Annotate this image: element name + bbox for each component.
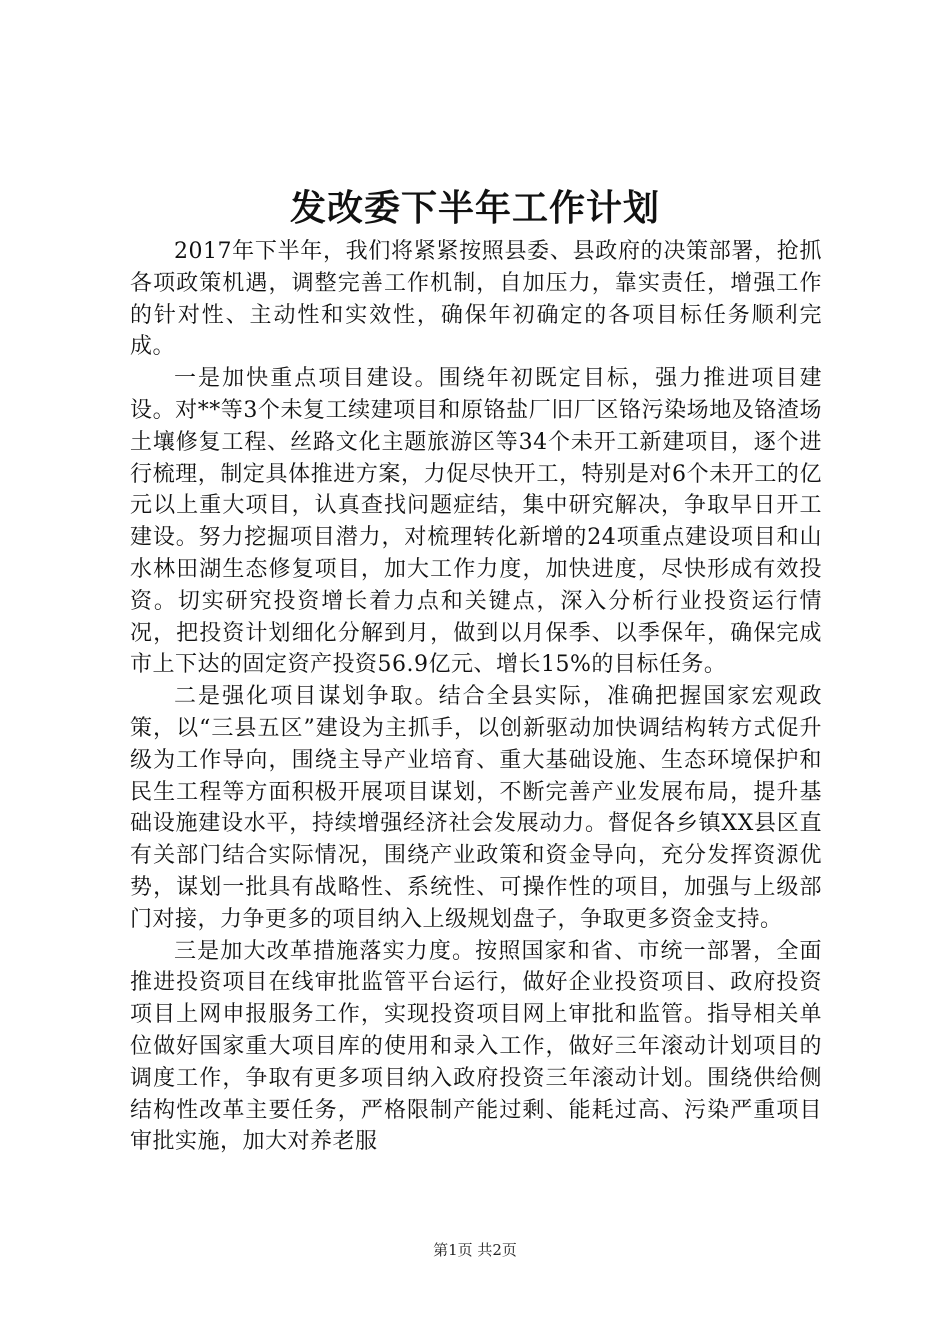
paragraph-key-projects: 一是加快重点项目建设。围绕年初既定目标，强力推进项目建设。对**等3个未复工续建项目和原铬盐厂旧厂区铬污染场地及铬渣场土壤修复工程、丝路文化主题旅游区等34个未开工新建项目，逐个进行梳理，制定具体推进方案，力促尽快开工，特别是对6个未开工的亿元以上重大项目，认真查找问题症结，集中研究解决，争取早日开工建设。努力挖掘项目潜力，对梳理转化新增的24项重点建设项目和山水林田湖生态修复项目，加大工作力度，加快进度，尽快形成有效投资。切实研究投资增长着力点和关键点，深入分析行业投资运行情况，把投资计划细化分解到月，做到以月保季、以季保年，确保完成市上下达的固定资产投资56.9亿元、增长15%的目标任务。	[130, 366, 822, 678]
intro-paragraph: 2017年下半年，我们将紧紧按照县委、县政府的决策部署，抢抓各项政策机遇，调整完善工作机制，自加压力，靠实责任，增强工作的针对性、主动性和实效性，确保年初确定的各项目标任务顺利完成。	[130, 239, 822, 360]
document-body	[130, 236, 822, 1158]
page-number-footer: 第1页 共2页	[433, 1241, 517, 1259]
document-title: 发改委下半年工作计划	[289, 187, 660, 229]
paragraph-reform-measures: 三是加大改革措施落实力度。按照国家和省、市统一部署，全面推进投资项目在线审批监管平台运行，做好企业投资项目、政府投资项目上网申报服务工作，实现投资项目网上审批和监管。指导相关单位做好国家重大项目库的使用和录入工作，做好三年滚动计划项目的调度工作，争取有更多项目纳入政府投资三年滚动计划。围绕供给侧结构性改革主要任务，严格限制产能过剩、能耗过高、污染严重项目审批实施，加大对养老服	[130, 938, 822, 1155]
paragraph-project-planning: 二是强化项目谋划争取。结合全县实际，准确把握国家宏观政策，以“三县五区”建设为主抓手，以创新驱动加快调结构转方式促升级为工作导向，围绕主导产业培育、重大基础设施、生态环境保护和民生工程等方面积极开展项目谋划，不断完善产业发展布局，提升基础设施建设水平，持续增强经济社会发展动力。督促各乡镇XX县区直有关部门结合实际情况，围绕产业政策和资金导向，充分发挥资源优势，谋划一批具有战略性、系统性、可操作性的项目，加强与上级部门对接，力争更多的项目纳入上级规划盘子，争取更多资金支持。	[130, 684, 822, 932]
